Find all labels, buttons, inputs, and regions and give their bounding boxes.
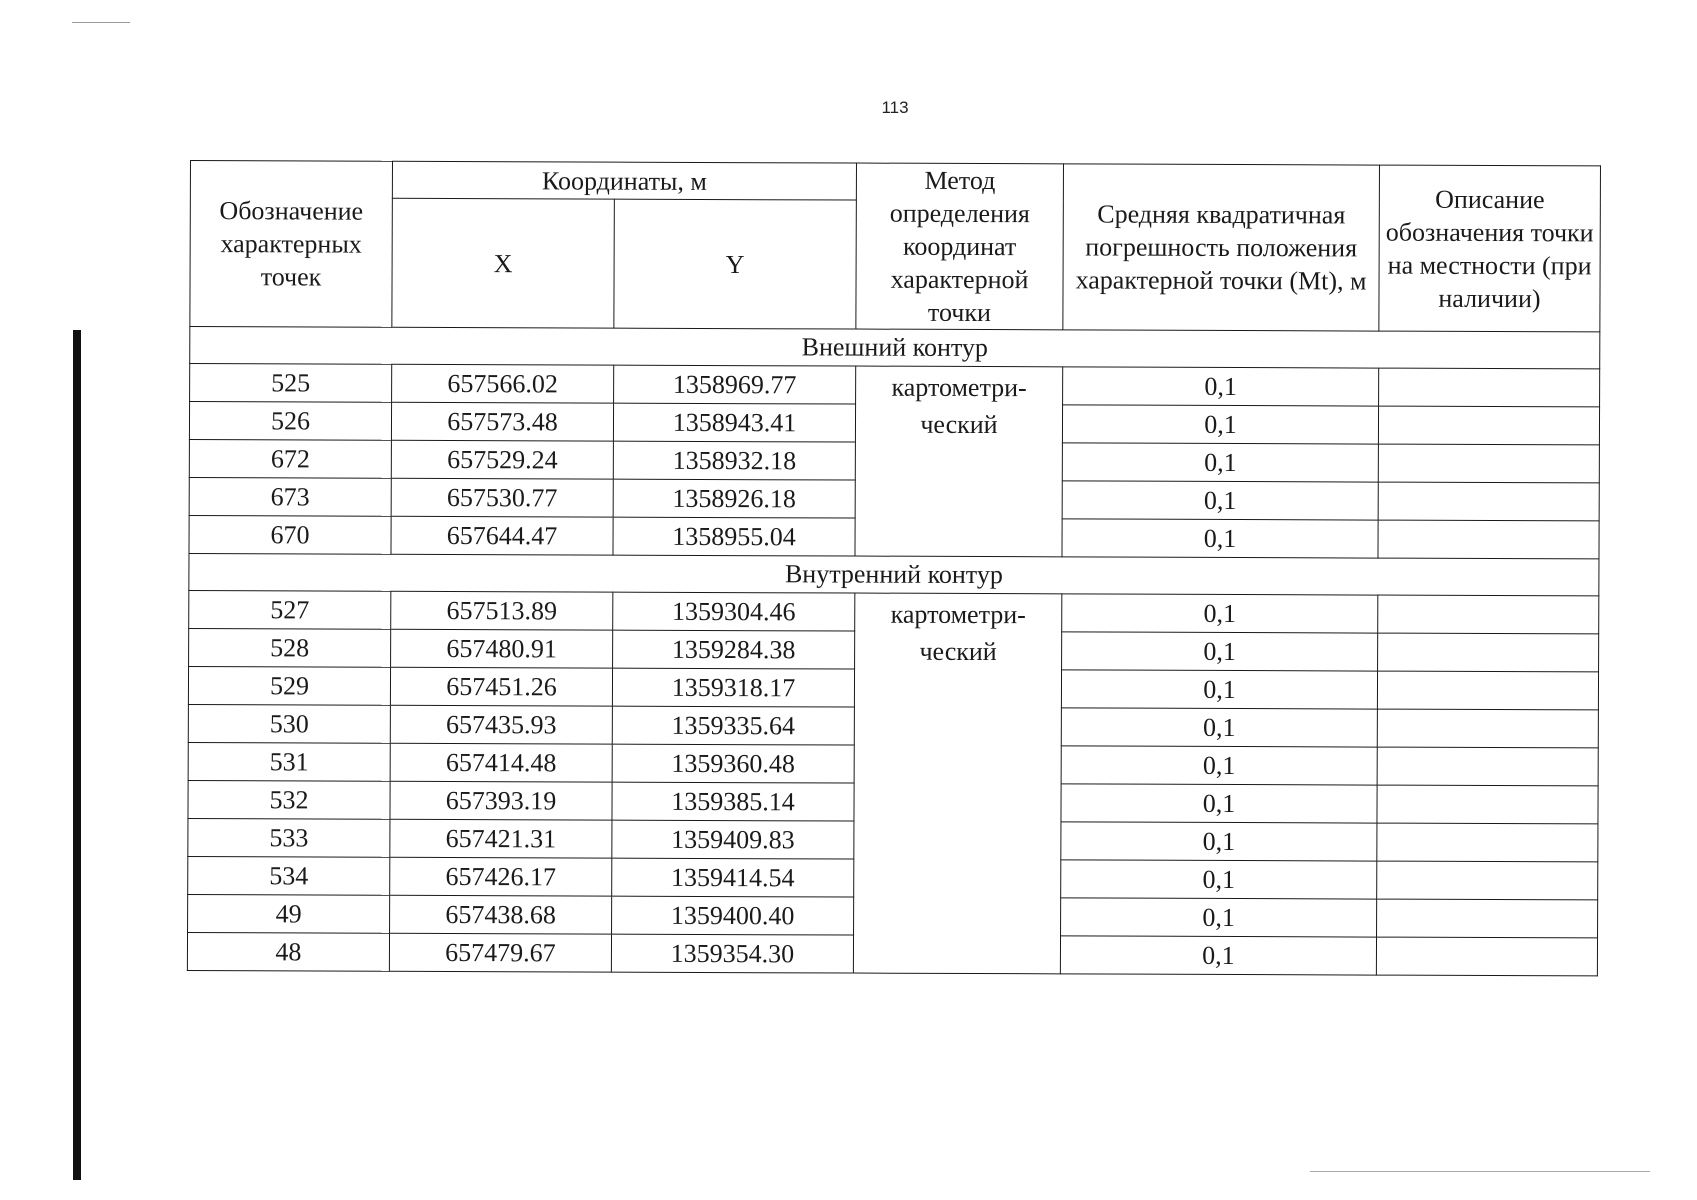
coordinates-table-wrapper: [187, 160, 1600, 976]
cell-error: 0,1: [1061, 898, 1377, 937]
cell-error: 0,1: [1060, 936, 1376, 975]
cell-description: [1378, 633, 1599, 672]
cell-y: 1359385.14: [612, 782, 854, 821]
coordinates-table: [187, 160, 1601, 976]
cell-y: 1359304.46: [613, 592, 855, 631]
cell-x: 657435.93: [390, 705, 612, 744]
cell-point: 672: [189, 439, 391, 478]
cell-description: [1378, 406, 1599, 445]
cell-error: 0,1: [1062, 443, 1378, 482]
header-point-description: Описание обозначения точки на местности (при наличии): [1379, 165, 1601, 332]
cell-point: 670: [189, 515, 391, 554]
table-header: [190, 161, 1601, 332]
cell-error: 0,1: [1061, 670, 1377, 709]
scan-artifact-bottom-line: [1310, 1171, 1650, 1172]
cell-point: 673: [189, 477, 391, 516]
cell-y: 1359354.30: [611, 934, 853, 973]
cell-x: 657529.24: [391, 440, 613, 479]
header-y: Y: [614, 199, 857, 329]
cell-error: 0,1: [1062, 519, 1378, 558]
cell-error: 0,1: [1063, 367, 1379, 406]
cell-y: 1359335.64: [612, 706, 854, 745]
cell-point: 533: [188, 818, 390, 857]
cell-y: 1358969.77: [614, 365, 856, 404]
cell-y: 1358943.41: [613, 403, 855, 442]
cell-x: 657393.19: [390, 781, 612, 820]
cell-y: 1359400.40: [612, 896, 854, 935]
method-text: картометри- ческий: [890, 599, 1026, 667]
cell-x: 657530.77: [391, 478, 613, 517]
cell-point: 529: [188, 666, 390, 705]
cell-point: 49: [188, 894, 390, 933]
cell-x: 657480.91: [391, 629, 613, 668]
section-title: Внутренний контур: [189, 553, 1599, 595]
scan-artifact-top-line: [72, 22, 130, 23]
cell-x: 657421.31: [390, 819, 612, 858]
cell-point: 526: [189, 402, 391, 441]
cell-point: 532: [188, 780, 390, 819]
cell-error: 0,1: [1061, 860, 1377, 899]
cell-x: 657513.89: [391, 591, 613, 630]
cell-y: 1358932.18: [613, 441, 855, 480]
cell-error: 0,1: [1062, 481, 1378, 520]
cell-error: 0,1: [1062, 632, 1378, 671]
cell-error: 0,1: [1062, 594, 1378, 633]
section-row: [189, 553, 1599, 595]
cell-point: 528: [189, 628, 391, 667]
cell-y: 1359414.54: [612, 858, 854, 897]
cell-x: 657479.67: [389, 933, 611, 972]
cell-y: 1359284.38: [613, 630, 855, 669]
cell-point: 527: [189, 590, 391, 629]
header-point-designation: Обозначение характерных точек: [190, 161, 393, 328]
cell-x: 657438.68: [390, 895, 612, 934]
table-row: [190, 364, 1600, 407]
cell-description: [1378, 520, 1599, 559]
cell-description: [1377, 671, 1598, 710]
cell-x: 657573.48: [391, 402, 613, 441]
cell-x: 657566.02: [392, 364, 614, 403]
section-row: [190, 327, 1600, 369]
header-mean-square-error: Средняя квадратичная погрешность положения характерной точки (Mt), м: [1063, 164, 1380, 331]
cell-point: 48: [187, 932, 389, 971]
cell-description: [1378, 595, 1599, 634]
cell-y: 1359318.17: [612, 668, 854, 707]
cell-x: 657451.26: [390, 667, 612, 706]
cell-description: [1377, 709, 1598, 748]
cell-point: 531: [188, 742, 390, 781]
cell-y: 1359360.48: [612, 744, 854, 783]
cell-description: [1378, 444, 1599, 483]
cell-error: 0,1: [1061, 784, 1377, 823]
cell-y: 1359409.83: [612, 820, 854, 859]
table-row: [189, 590, 1599, 633]
cell-error: 0,1: [1061, 822, 1377, 861]
cell-y: 1358955.04: [613, 517, 855, 556]
cell-point: 530: [188, 704, 390, 743]
cell-error: 0,1: [1061, 746, 1377, 785]
section-title: Внешний контур: [190, 327, 1600, 369]
cell-error: 0,1: [1062, 405, 1378, 444]
page-number: 113: [881, 98, 909, 117]
cell-description: [1377, 823, 1598, 862]
table-body: [187, 327, 1599, 976]
method-text: картометри- ческий: [891, 372, 1027, 440]
cell-x: 657644.47: [391, 516, 613, 555]
cell-error: 0,1: [1061, 708, 1377, 747]
cell-description: [1377, 785, 1598, 824]
cell-x: 657414.48: [390, 743, 612, 782]
cell-description: [1379, 368, 1600, 407]
cell-y: 1358926.18: [613, 479, 855, 518]
cell-description: [1378, 482, 1599, 521]
cell-point: 534: [188, 856, 390, 895]
cell-x: 657426.17: [390, 857, 612, 896]
scan-artifact-left-bar: [73, 330, 81, 1180]
header-x: X: [392, 198, 614, 328]
cell-point: 525: [190, 364, 392, 403]
cell-description: [1377, 747, 1598, 786]
cell-description: [1377, 861, 1598, 900]
cell-method: [853, 593, 1061, 974]
cell-method: [855, 366, 1063, 557]
cell-description: [1377, 899, 1598, 938]
cell-description: [1376, 937, 1597, 976]
header-coordinates: Координаты, м: [392, 161, 856, 200]
header-method: Метод определения координат характерной точки: [856, 163, 1064, 330]
